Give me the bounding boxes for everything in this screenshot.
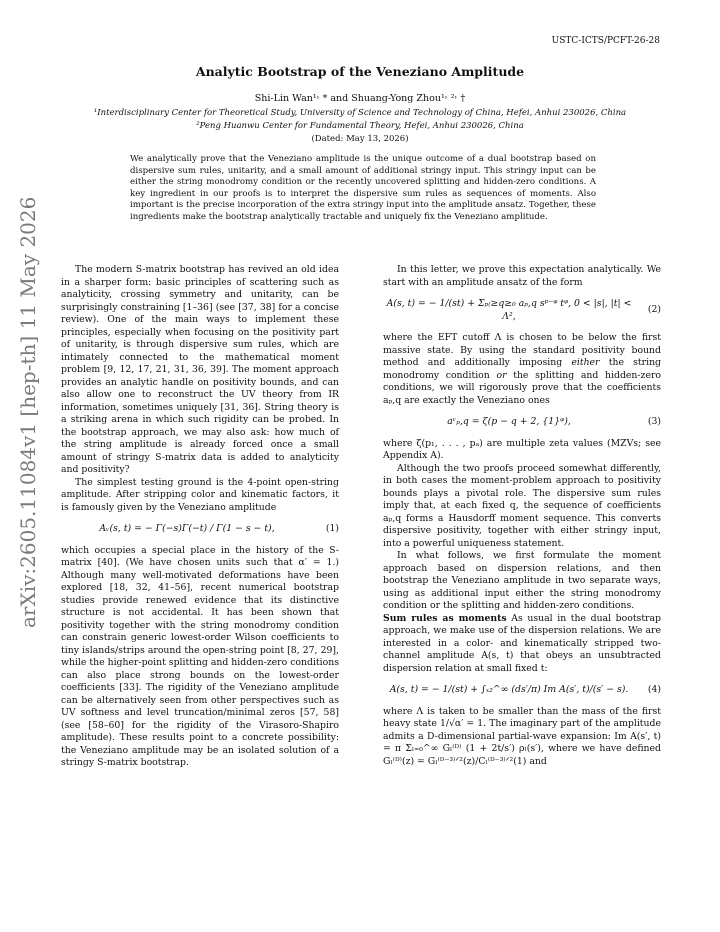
date-line: (Dated: May 13, 2026) xyxy=(311,134,409,144)
equation-1-expression: Aᵥ(s, t) = − Γ(−s)Γ(−t) / Γ(1 − s − t), xyxy=(99,523,275,534)
equation-4-number: (4) xyxy=(647,684,661,695)
equation-2-expression: A(s, t) = − 1/(st) + Σₚ₍≥q≥₀ aₚ,q sᵖ⁻ᵠ tᵠ, 0 < |s|, |t| < Λ², xyxy=(386,298,632,322)
equation-2 xyxy=(383,298,661,323)
equation-1-number: (1) xyxy=(325,523,339,534)
equation-4-expression: A(s, t) = − 1/(st) + ∫ₓ₂^∞ (ds′/π) Im A(s′, t)/(s′ − s). xyxy=(389,684,629,695)
equation-3-expression: aᵛₚ,q = ζ(p − q + 2, {1}ᵠ), xyxy=(447,416,571,427)
right-column xyxy=(383,264,661,768)
section-heading-sum-rules: Sum rules as moments xyxy=(383,612,507,624)
affiliation-2: ²Peng Huanwu Center for Fundamental Theory, Hefei, Anhui 230026, China xyxy=(196,121,524,131)
equation-3 xyxy=(383,416,661,429)
letter-paragraph-1: In this letter, we prove this expectation analytically. We start with an amplitude ansatz of the form xyxy=(383,264,661,288)
arxiv-identifier-text: arXiv:2605.11084v1 [hep-th] 11 May 2026 xyxy=(16,196,40,628)
paper-title: Analytic Bootstrap of the Veneziano Amplitude xyxy=(195,64,525,79)
intro-paragraph-1: The modern S-matrix bootstrap has revived an old idea in a sharper form: basic principles of scattering such as analyticity, crossing symmetry and unitarity, can be surprisingly constraining [1–36] (see [37, 38] for a concise review). One of the main ways to implement these principles, especially when focusing on the positivity part of unitarity, is through dispersive sum rules, which are intimately connected to the mathematical moment problem [9, 12, 17, 21, 31, 36, 39]. The moment approach provides an analytic handle on positivity bounds, and can also allow one to reconstruct the UV theory from IR information, sometimes uniquely [31, 36]. String theory is a striking arena in which such rigidity can be probed. In the bootstrap approach, we may also ask: how much of the string amplitude is already forced once a small amount of stringy S-matrix data is added to analyticity and positivity? xyxy=(61,264,339,475)
author-list: Shi-Lin Wan¹˒ * and Shuang-Yong Zhou¹˒ ²˒ † xyxy=(254,93,466,104)
letter-paragraph-6 xyxy=(383,613,661,676)
letter-paragraph-7: where Λ is taken to be smaller than the mass of the first heavy state 1/√α′ = 1. The imaginary part of the amplitude admits a D-dimensional partial-wave expansion: Im A(s′, t) = π Σₗ₌₀^∞ Gₗ⁽ᴰ⁾ (1 + 2t/s′) ρₗ(s′), where we have defined Gₗ⁽ᴰ⁾(z) = Gₗ⁽ᴰ⁻³⁾ᐟ²(z)/Cₗ⁽ᴰ⁻³⁾ᐟ²(1) and xyxy=(383,705,661,767)
arxiv-identifier-stamp xyxy=(16,196,40,628)
p2-text-c: the splitting and hidden-zero conditions, we will rigorously prove that the coefficients aₚ,q are exactly the Veneziano ones xyxy=(383,369,661,406)
letter-paragraph-2 xyxy=(383,332,661,407)
p2-text-a: where the EFT cutoff Λ is chosen to be below the first massive state. By using the standard positivity bound method and additionally imposing xyxy=(383,332,661,368)
affiliation-1: ¹Interdisciplinary Center for Theoretical Study, University of Science and Technology of China, Hefei, Anhui 230026, China xyxy=(93,108,627,118)
p2-emphasis-either: either xyxy=(571,357,600,368)
p2-text-b: the string monodromy condition xyxy=(383,357,662,381)
equation-4 xyxy=(383,684,661,697)
intro-paragraph-2: The simplest testing ground is the 4-point open-string amplitude. After stripping color and kinematic factors, it is famously given by the Veneziano amplitude xyxy=(61,476,339,513)
abstract: We analytically prove that the Veneziano amplitude is the unique outcome of a dual bootstrap based on dispersive sum rules, unitarity, and a small amount of additional stringy input. This stringy input can be either the string monodromy condition or the recently uncovered splitting and hidden-zero conditions. A key ingredient in our proofs is to interpret the dispersive sum rules as sequences of moments. Also important is the precise incorporation of the extra stringy input into the amplitude ansatz. Together, these ingredients make the bootstrap analytically tractable and uniquely fix the Veneziano amplitude. xyxy=(130,154,596,222)
p2-emphasis-or: or xyxy=(496,369,507,381)
equation-3-number: (3) xyxy=(647,416,661,427)
letter-paragraph-3: where ζ(p₁, . . . , pₐ) are multiple zeta values (MZVs; see Appendix A). xyxy=(383,437,661,461)
equation-2-number: (2) xyxy=(647,304,661,316)
equation-1 xyxy=(61,523,339,536)
report-number: USTC-ICTS/PCFT-26-28 xyxy=(551,36,660,46)
p6-text: As usual in the dual bootstrap approach, we make use of the dispersion relations. We are interested in a color- and kinematically stripped two-channel amplitude A(s, t) that obeys an unsubtracted dispersion relation at small fixed t: xyxy=(383,612,661,674)
intro-paragraph-3: which occupies a special place in the history of the S-matrix [40]. (We have chosen units such that α′ = 1.) Although many well-motivated deformations have been explored [18, 32, 41–56], recent numerical bootstrap studies provide renewed evidence that its distinctive structure is not accidental. It has been shown that positivity together with the string monodromy condition can constrain generic lowest-order Wilson coefficients to tiny islands/strips around the open-string point [8, 27, 29], while the higher-point splitting and hidden-zero conditions can also place strong bounds on the lowest-order coefficients [33]. The rigidity of the Veneziano amplitude can be alternatively seen from other perspectives such as UV softness and level truncation/minimal zeros [57, 58] (see [58–60] for the rigidity of the Virasoro-Shapiro amplitude). These results point to a concrete possibility: the Veneziano amplitude may be an isolated solution of a stringy S-matrix bootstrap. xyxy=(61,544,339,768)
left-column xyxy=(61,264,339,770)
letter-paragraph-5: In what follows, we first formulate the moment approach based on dispersion relations, and then bootstrap the Veneziano amplitude in two separate ways, using as additional input either the string monodromy condition or the splitting and hidden-zero conditions. xyxy=(383,550,661,611)
letter-paragraph-4: Although the two proofs proceed somewhat differently, in both cases the moment-problem approach to positivity bounds plays a pivotal role. The dispersive sum rules imply that, at each fixed q, the sequence of coefficients aₚ,q forms a Hausdorff moment sequence. This converts dispersive positivity, together with either stringy input, into a powerful uniqueness statement. xyxy=(383,462,661,549)
